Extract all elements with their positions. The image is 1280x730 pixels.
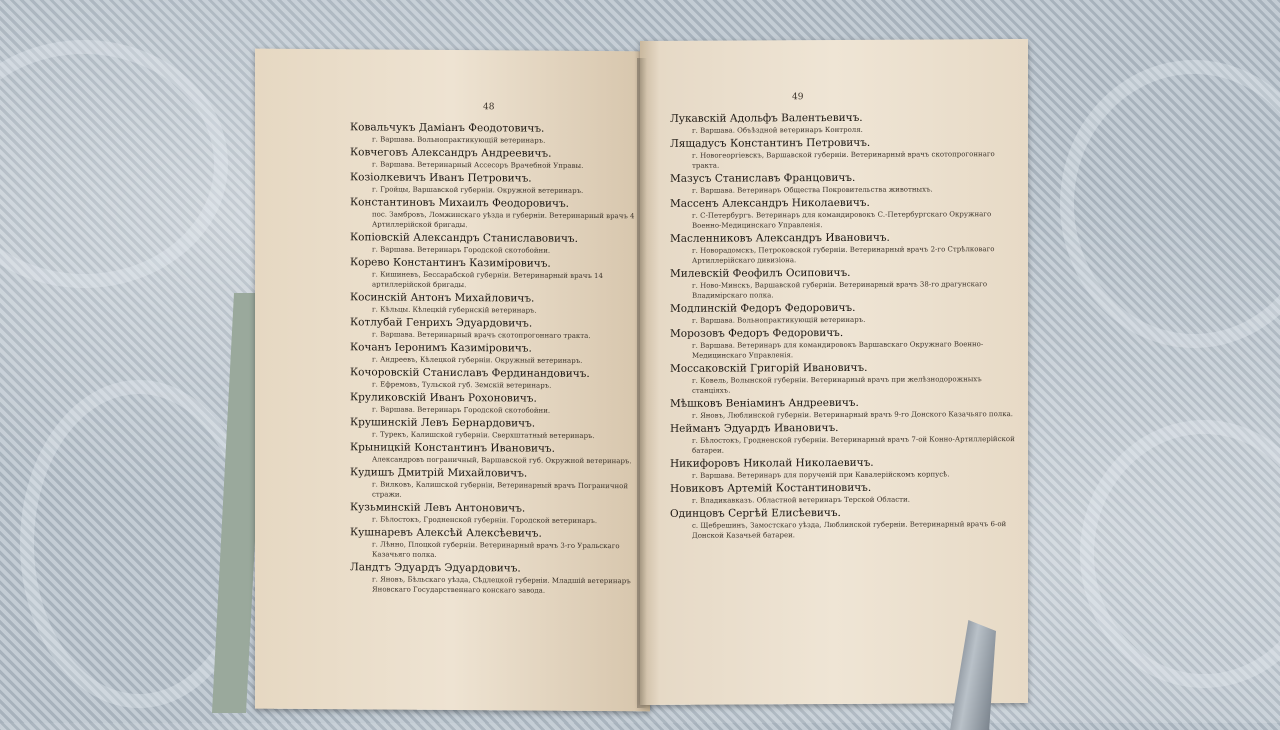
entry-detail: г. Кѣльцы. Кѣлецкiй губернскiй ветеринаръ. xyxy=(372,305,537,315)
directory-entry xyxy=(670,361,1015,396)
directory-entry xyxy=(350,561,640,596)
entry-name: Масленниковъ Александръ Ивановичъ. xyxy=(670,231,890,245)
directory-entry xyxy=(670,136,1015,171)
entry-name: Лящадусъ Константинъ Петровичъ. xyxy=(670,136,871,150)
entry-detail: г. Варшава. Объѣздной ветеринаръ Контроля. xyxy=(692,125,863,135)
directory-entry xyxy=(350,316,640,341)
directory-entry xyxy=(670,266,1015,301)
directory-entry xyxy=(350,256,640,291)
directory-entry xyxy=(350,146,640,171)
directory-entry xyxy=(670,196,1015,231)
entry-name: Мѣшковъ Венiаминъ Андреевичъ. xyxy=(670,396,859,410)
entry-name: Одинцовъ Сергѣй Елисѣевичъ. xyxy=(670,506,841,520)
entry-detail: г. Яновъ, Бѣльскаго уѣзда, Сѣдлецкой губернiи. Младшiй ветеринаръ Яновскаго Государственнаго конскаго завода. xyxy=(372,575,631,595)
directory-entry xyxy=(350,231,640,256)
directory-entry xyxy=(670,111,1015,136)
directory-entry xyxy=(350,196,640,231)
entry-detail: г. Варшава. Ветеринарный врачъ скотопрогоннаго тракта. xyxy=(372,330,591,340)
entry-name: Кочоровскiй Станиславъ Фердинандовичъ. xyxy=(350,366,590,380)
entry-name: Котлубай Генрихъ Эдуардовичъ. xyxy=(350,316,533,330)
fabric-pattern xyxy=(1060,60,1280,348)
open-book xyxy=(215,28,1045,718)
entry-name: Морозовъ Федоръ Федоровичъ. xyxy=(670,326,844,340)
entry-name: Моссаковскiй Григорiй Ивановичъ. xyxy=(670,361,868,375)
entry-name: Кочанъ Iеронимъ Казимiровичъ. xyxy=(350,341,532,355)
entry-name: Ковчеговъ Александръ Андреевичъ. xyxy=(350,146,552,160)
directory-entry xyxy=(350,416,640,441)
page-number-left: 48 xyxy=(483,102,495,113)
page-number-right: 49 xyxy=(792,92,804,103)
entry-detail: г. С-Петербургъ. Ветеринаръ для командировокъ С.-Петербургскаго Окружнаго Военно-Медицинскаго Управленiя. xyxy=(692,210,992,230)
entry-detail: г. Варшава. Ветеринаръ Общества Покровительства животныхъ. xyxy=(692,185,933,195)
entry-detail: г. Лѣнно, Плоцкой губернiи. Ветеринарный врачъ 3-го Уральскаго Казачьяго полка. xyxy=(372,540,620,559)
entry-name: Кудишъ Дмитрiй Михайловичъ. xyxy=(350,466,528,480)
directory-entry xyxy=(350,341,640,366)
fabric-pattern xyxy=(1080,420,1280,688)
directory-entry xyxy=(670,481,1015,506)
directory-entry xyxy=(670,326,1015,361)
fabric-pattern xyxy=(0,40,228,288)
entry-name: Константиновъ Михаилъ Феодоровичъ. xyxy=(350,196,570,210)
entry-detail: г. Новогеоргiевскъ, Варшавской губернiи. Ветеринарный врачъ скотопрогоннаго тракта. xyxy=(692,150,995,170)
entry-name: Мазусъ Станиславъ Францовичъ. xyxy=(670,171,856,185)
directory-entry xyxy=(350,121,640,146)
entry-detail: г. Турекъ, Калишской губернiи. Сверхштатный ветеринаръ. xyxy=(372,430,595,440)
directory-entry xyxy=(670,171,1015,196)
entry-detail: г. Яновъ, Люблинской губернiи. Ветеринарный врачъ 9-го Донского Казачьяго полка. xyxy=(692,410,1014,420)
entry-name: Ландтъ Эдуардъ Эдуардовичъ. xyxy=(350,561,521,575)
entry-detail: г. Варшава. Ветеринаръ для командировокъ Варшавскаго Окружнаго Военно-Медицинскаго Управленiя. xyxy=(692,340,984,360)
entry-detail: г. Ефремовъ, Тульской губ. Земскiй ветеринаръ. xyxy=(372,380,552,390)
right-entry-list xyxy=(670,111,1015,543)
directory-entry xyxy=(670,231,1015,266)
entry-name: Козiолкевичъ Иванъ Петровичъ. xyxy=(350,171,532,185)
book-gutter xyxy=(637,58,647,708)
entry-detail: г. Варшава. Ветеринарный Ассесоръ Врачебной Управы. xyxy=(372,160,584,170)
entry-name: Массенъ Александръ Николаевичъ. xyxy=(670,196,870,210)
entry-detail: с. Щебрешинъ, Замостскаго уѣзда, Люблинской губернiи. Ветеринарный врачъ 6-ой Донской Казачьей батареи. xyxy=(692,520,1007,540)
directory-entry xyxy=(670,396,1015,421)
directory-entry xyxy=(670,421,1015,456)
entry-detail: г. Гройцы, Варшавской губернiи. Окружной ветеринаръ. xyxy=(372,185,584,195)
directory-entry xyxy=(350,441,640,466)
entry-detail: г. Вилковъ, Калишской губернiи, Ветеринарный врачъ Пограничной стражи. xyxy=(372,480,629,499)
directory-entry xyxy=(350,171,640,196)
entry-detail: г. Ковель, Волынской губернiи. Ветеринарный врачъ при желѣзнодорожныхъ станцiяхъ. xyxy=(692,375,982,395)
entry-name: Ковальчукъ Дамiанъ Феодотовичъ. xyxy=(350,121,545,135)
directory-entry xyxy=(350,366,640,391)
directory-entry xyxy=(350,501,640,526)
entry-name: Никифоровъ Николай Николаевичъ. xyxy=(670,456,874,470)
directory-entry xyxy=(670,506,1015,541)
entry-name: Корево Константинъ Казимiровичъ. xyxy=(350,256,551,270)
directory-entry xyxy=(350,291,640,316)
directory-entry xyxy=(350,391,640,416)
left-entry-list xyxy=(350,121,640,598)
entry-name: Нейманъ Эдуардъ Ивановичъ. xyxy=(670,421,839,435)
entry-detail: г. Варшава. Ветеринаръ Городской скотобойни. xyxy=(372,405,551,415)
entry-name: Кузьминскiй Левъ Антоновичъ. xyxy=(350,501,526,515)
entry-name: Лукавскiй Адольфъ Валентьевичъ. xyxy=(670,111,863,125)
entry-name: Кушнаревъ Алексѣй Алексѣевичъ. xyxy=(350,526,542,540)
entry-detail: г. Варшава. Ветеринаръ для порученiй при Кавалерiйскомъ корпусѣ. xyxy=(692,470,950,480)
entry-detail: г. Ново-Минскъ, Варшавской губернiи. Ветеринарный врачъ 38-го драгунскаго Владимiрскаго полка. xyxy=(692,280,988,300)
entry-detail: г. Владикавказъ. Областной ветеринаръ Терской Области. xyxy=(692,495,910,505)
entry-name: Косинскiй Антонъ Михайловичъ. xyxy=(350,291,535,305)
directory-entry xyxy=(350,466,640,501)
entry-detail: г. Варшава. Вольнопрактикующiй ветеринаръ. xyxy=(692,315,866,325)
entry-detail: г. Новорадомскъ, Петроковской губернiи. Ветеринарный врачъ 2-го Стрѣлковаго Артиллерiйскаго дивизiона. xyxy=(692,245,995,265)
directory-entry xyxy=(670,456,1015,481)
entry-detail: г. Бѣлостокъ, Гродненской губернiи. Ветеринарный врачъ 7-ой Конно-Артиллерiйской батареи. xyxy=(692,435,1015,455)
entry-detail: пос. Замбровъ, Ломжинскаго уѣзда и губернiи. Ветеринарный врачъ 4 Артиллерiйской бригады. xyxy=(372,210,635,230)
entry-detail: г. Кишиневъ, Бессарабской губернiи. Ветеринарный врачъ 14 артиллерiйской бригады. xyxy=(372,270,603,290)
entry-name: Милевскiй Феофилъ Осиповичъ. xyxy=(670,266,851,280)
directory-entry xyxy=(670,301,1015,326)
right-page xyxy=(640,39,1028,705)
entry-detail: г. Варшава. Вольнопрактикующiй ветеринаръ. xyxy=(372,135,546,145)
entry-name: Новиковъ Артемiй Костантиновичъ. xyxy=(670,481,872,495)
entry-name: Круликовскiй Иванъ Рохоновичъ. xyxy=(350,391,537,405)
directory-entry xyxy=(350,526,640,561)
entry-name: Копiовскiй Александръ Станиславовичъ. xyxy=(350,231,578,245)
left-page xyxy=(255,49,650,712)
entry-detail: г. Бѣлостокъ, Гродненской губернiи. Городской ветеринаръ. xyxy=(372,515,598,526)
entry-detail: Александровъ пограничный, Варшавской губ. Окружной ветеринаръ. xyxy=(372,455,632,466)
entry-detail: г. Варшава. Ветеринаръ Городской скотобойни. xyxy=(372,245,551,255)
entry-name: Крушинскiй Левъ Бернардовичъ. xyxy=(350,416,536,430)
entry-name: Модлинскiй Федоръ Федоровичъ. xyxy=(670,301,856,315)
entry-detail: г. Андреевъ, Кѣлецкой губернiи. Окружный ветеринаръ. xyxy=(372,355,583,365)
entry-name: Крыницкiй Константинъ Ивановичъ. xyxy=(350,441,555,455)
